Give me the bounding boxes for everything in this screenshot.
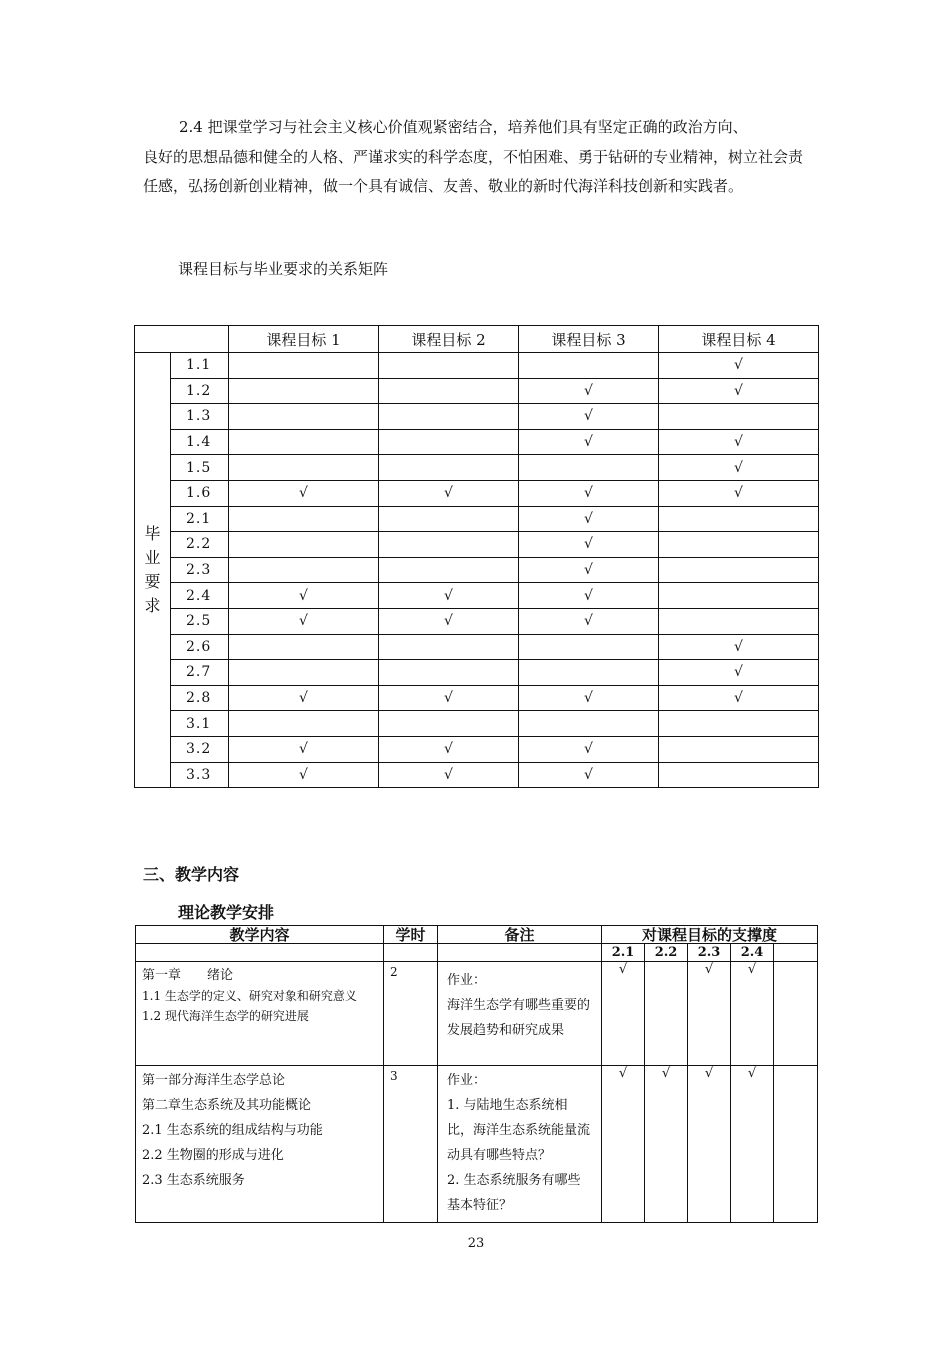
matrix-check-cell: √	[519, 736, 659, 762]
requirement-id: 1.3	[171, 404, 229, 430]
matrix-check-cell	[519, 711, 659, 737]
matrix-check-cell	[659, 506, 819, 532]
matrix-check-cell: √	[519, 583, 659, 609]
matrix-check-cell	[659, 711, 819, 737]
content-line: 第二章生态系统及其功能概论	[142, 1098, 312, 1113]
support-mark	[774, 962, 818, 1066]
matrix-row	[135, 557, 819, 583]
matrix-check-cell: √	[659, 455, 819, 481]
support-col-header: 2.1	[602, 944, 645, 962]
support-col-header: 2.4	[731, 944, 774, 962]
matrix-check-cell	[519, 353, 659, 379]
matrix-check-cell: √	[229, 685, 379, 711]
support-mark: √	[688, 1066, 731, 1223]
requirement-id: 2.7	[171, 660, 229, 686]
matrix-row	[135, 480, 819, 506]
matrix-check-cell	[229, 353, 379, 379]
notes-cell	[438, 1066, 602, 1223]
support-mark: √	[688, 962, 731, 1066]
content-line: 2.1 生态系统的组成结构与功能	[142, 1123, 323, 1138]
support-mark: √	[731, 962, 774, 1066]
requirement-id: 1.4	[171, 429, 229, 455]
support-mark	[774, 1066, 818, 1223]
requirement-id: 2.4	[171, 583, 229, 609]
matrix-check-cell: √	[229, 608, 379, 634]
teaching-subheader-row	[136, 944, 818, 962]
matrix-header: 课程目标 1	[229, 326, 379, 353]
header-content: 教学内容	[136, 926, 384, 944]
paragraph-text: 良好的思想品德和健全的人格、严谨求实的科学态度，不怕困难、勇于钻研的专业精神，树立社会责任感，弘扬创新创业精神，做一个具有诚信、友善、敬业的新时代海洋科技创新和实践者。	[143, 147, 804, 195]
note-line: 作业：	[447, 1073, 487, 1088]
requirement-id: 2.8	[171, 685, 229, 711]
support-mark: √	[602, 962, 645, 1066]
matrix-row	[135, 429, 819, 455]
matrix-check-cell: √	[379, 762, 519, 788]
hours-cell	[384, 1066, 438, 1223]
matrix-check-cell	[379, 711, 519, 737]
requirement-id: 1.5	[171, 455, 229, 481]
matrix-check-cell	[229, 506, 379, 532]
matrix-check-cell: √	[379, 736, 519, 762]
matrix-corner-cell	[135, 326, 229, 353]
matrix-row	[135, 378, 819, 404]
matrix-check-cell	[229, 404, 379, 430]
matrix-check-cell: √	[659, 634, 819, 660]
matrix-check-cell	[229, 557, 379, 583]
matrix-row	[135, 506, 819, 532]
requirement-id: 1.6	[171, 480, 229, 506]
matrix-check-cell	[519, 634, 659, 660]
matrix-check-cell: √	[229, 762, 379, 788]
matrix-check-cell: √	[519, 685, 659, 711]
matrix-check-cell: √	[659, 378, 819, 404]
header-hours: 学时	[384, 926, 438, 944]
teaching-header-row	[136, 926, 818, 944]
matrix-check-cell	[229, 455, 379, 481]
header-support: 对课程目标的支撑度	[602, 926, 818, 944]
matrix-check-cell	[379, 378, 519, 404]
hours-value: 3	[390, 1069, 398, 1083]
matrix-check-cell	[659, 404, 819, 430]
hours-cell	[384, 962, 438, 1066]
matrix-row	[135, 455, 819, 481]
teaching-schedule-table	[135, 925, 818, 1223]
matrix-check-cell	[659, 762, 819, 788]
content-line: 第一部分海洋生态学总论	[142, 1073, 286, 1088]
matrix-check-cell	[229, 711, 379, 737]
matrix-row	[135, 736, 819, 762]
matrix-check-cell	[519, 660, 659, 686]
side-label-char: 业	[144, 548, 161, 568]
matrix-check-cell: √	[519, 557, 659, 583]
hours-value: 2	[390, 965, 398, 979]
matrix-check-cell	[379, 557, 519, 583]
matrix-check-cell: √	[659, 353, 819, 379]
support-mark	[645, 962, 688, 1066]
matrix-check-cell: √	[229, 736, 379, 762]
matrix-check-cell	[379, 404, 519, 430]
matrix-caption: 课程目标与毕业要求的关系矩阵	[178, 260, 389, 278]
matrix-check-cell	[379, 660, 519, 686]
matrix-check-cell: √	[519, 506, 659, 532]
note-line: 1. 与陆地生态系统相比，海洋生态系统能量流动具有哪些特点？	[447, 1098, 591, 1163]
matrix-check-cell	[229, 634, 379, 660]
matrix-row	[135, 532, 819, 558]
matrix-check-cell	[659, 608, 819, 634]
matrix-check-cell	[379, 455, 519, 481]
teaching-row	[136, 1066, 818, 1223]
requirement-id: 2.5	[171, 608, 229, 634]
matrix-row	[135, 762, 819, 788]
matrix-check-cell: √	[519, 480, 659, 506]
paragraph-line: 2.4 把课堂学习与社会主义核心价值观紧密结合，培养他们具有坚定正确的政治方向、	[179, 118, 748, 136]
matrix-check-cell	[379, 353, 519, 379]
requirement-id: 3.1	[171, 711, 229, 737]
subsection-title: 理论教学安排	[178, 903, 275, 922]
matrix-check-cell: √	[519, 404, 659, 430]
requirement-id: 3.3	[171, 762, 229, 788]
matrix-check-cell	[229, 660, 379, 686]
notes-cell	[438, 962, 602, 1066]
matrix-header-row	[135, 326, 819, 353]
empty-cell	[136, 944, 384, 962]
matrix-check-cell: √	[659, 429, 819, 455]
empty-cell	[384, 944, 438, 962]
matrix-check-cell: √	[659, 685, 819, 711]
requirement-id: 2.2	[171, 532, 229, 558]
content-line: 2.2 生物圈的形成与进化	[142, 1148, 284, 1163]
matrix-row	[135, 404, 819, 430]
matrix-check-cell	[379, 429, 519, 455]
content-line: 1.1 生态学的定义、研究对象和研究意义	[142, 989, 357, 1003]
matrix-check-cell	[659, 557, 819, 583]
matrix-row	[135, 685, 819, 711]
note-line: 2. 生态系统服务有哪些基本特征？	[447, 1173, 581, 1213]
content-line: 第一章 绪论	[142, 968, 234, 983]
requirement-id: 2.6	[171, 634, 229, 660]
matrix-check-cell	[379, 634, 519, 660]
graduation-requirements-label	[135, 353, 171, 788]
matrix-row	[135, 353, 819, 379]
note-line: 海洋生态学有哪些重要的发展趋势和研究成果	[447, 998, 591, 1038]
side-label-char: 求	[144, 596, 161, 616]
matrix-check-cell: √	[379, 480, 519, 506]
section-title: 三、教学内容	[143, 865, 240, 884]
matrix-check-cell: √	[379, 608, 519, 634]
support-mark: √	[645, 1066, 688, 1223]
matrix-check-cell	[379, 532, 519, 558]
matrix-row	[135, 634, 819, 660]
matrix-check-cell: √	[379, 583, 519, 609]
matrix-row	[135, 583, 819, 609]
matrix-check-cell: √	[519, 429, 659, 455]
matrix-row	[135, 711, 819, 737]
matrix-check-cell: √	[519, 608, 659, 634]
matrix-check-cell	[659, 532, 819, 558]
content-line: 1.2 现代海洋生态学的研究进展	[142, 1009, 309, 1023]
requirement-id: 1.1	[171, 353, 229, 379]
matrix-check-cell	[659, 736, 819, 762]
matrix-check-cell	[229, 532, 379, 558]
requirement-id: 2.3	[171, 557, 229, 583]
note-line: 作业：	[447, 973, 487, 988]
matrix-check-cell	[519, 455, 659, 481]
matrix-row	[135, 608, 819, 634]
matrix-header: 课程目标 4	[659, 326, 819, 353]
support-mark: √	[731, 1066, 774, 1223]
matrix-check-cell: √	[379, 685, 519, 711]
support-col-header	[774, 944, 818, 962]
header-notes: 备注	[438, 926, 602, 944]
requirement-id: 3.2	[171, 736, 229, 762]
teaching-row	[136, 962, 818, 1066]
support-col-header: 2.3	[688, 944, 731, 962]
relationship-matrix	[134, 325, 819, 788]
empty-cell	[438, 944, 602, 962]
matrix-check-cell: √	[519, 762, 659, 788]
matrix-check-cell: √	[659, 660, 819, 686]
matrix-row	[135, 660, 819, 686]
support-col-header: 2.2	[645, 944, 688, 962]
content-cell	[136, 1066, 384, 1223]
requirement-id: 2.1	[171, 506, 229, 532]
matrix-check-cell: √	[519, 378, 659, 404]
page-number: 23	[467, 1236, 485, 1251]
side-label-char: 毕	[144, 524, 161, 544]
support-mark: √	[602, 1066, 645, 1223]
matrix-check-cell	[229, 378, 379, 404]
matrix-check-cell: √	[229, 583, 379, 609]
matrix-check-cell: √	[659, 480, 819, 506]
matrix-check-cell: √	[229, 480, 379, 506]
side-label-char: 要	[144, 572, 161, 592]
content-cell	[136, 962, 384, 1066]
matrix-header: 课程目标 2	[379, 326, 519, 353]
objective-paragraph	[143, 113, 813, 202]
requirement-id: 1.2	[171, 378, 229, 404]
matrix-check-cell	[229, 429, 379, 455]
matrix-check-cell	[379, 506, 519, 532]
content-line: 2.3 生态系统服务	[142, 1173, 245, 1188]
matrix-check-cell	[659, 583, 819, 609]
matrix-header: 课程目标 3	[519, 326, 659, 353]
matrix-check-cell: √	[519, 532, 659, 558]
